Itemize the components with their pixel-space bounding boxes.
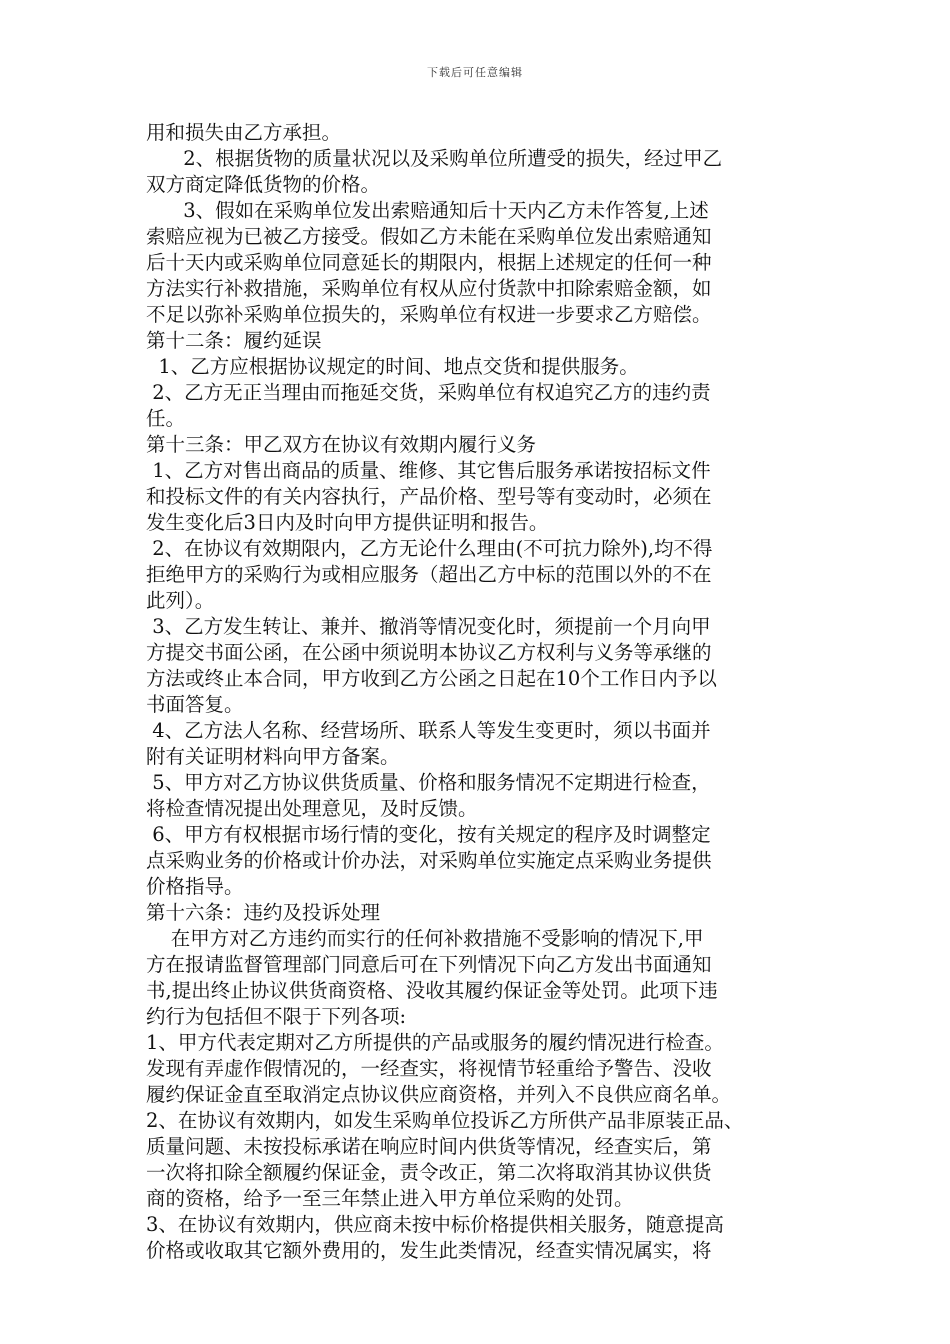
text-line: 索赔应视为已被乙方接受。假如乙方未能在采购单位发出索赔通知 bbox=[146, 225, 712, 248]
text-line: 和投标文件的有关内容执行，产品价格、型号等有变动时，必须在 bbox=[146, 485, 712, 508]
text-line: 1、乙方对售出商品的质量、维修、其它售后服务承诺按招标文件 bbox=[146, 459, 711, 482]
text-line: 4、乙方法人名称、经营场所、联系人等发生变更时，须以书面并 bbox=[146, 719, 711, 742]
text-line: 质量问题、未按投标承诺在响应时间内供货等情况，经查实后，第 bbox=[146, 1135, 712, 1158]
text-line: 2、在协议有效期限内，乙方无论什么理由(不可抗力除外),均不得 bbox=[146, 537, 713, 560]
text-line: 履约保证金直至取消定点协议供应商资格，并列入不良供应商名单。 bbox=[146, 1083, 732, 1106]
text-line: 一次将扣除全额履约保证金，责令改正，第二次将取消其协议供货 bbox=[146, 1161, 712, 1184]
text-line: 后十天内或采购单位同意延长的期限内，根据上述规定的任何一种 bbox=[146, 251, 712, 274]
document-body bbox=[146, 120, 814, 1264]
text-line: 5、甲方对乙方协议供货质量、价格和服务情况不定期进行检查， bbox=[146, 771, 711, 794]
section-heading: 第十六条：违约及投诉处理 bbox=[146, 901, 381, 924]
section-heading: 第十三条：甲乙双方在协议有效期内履行义务 bbox=[146, 433, 537, 456]
text-line: 2、在协议有效期内，如发生采购单位投诉乙方所供产品非原装正品、 bbox=[146, 1109, 744, 1132]
text-line: 1、乙方应根据协议规定的时间、地点交货和提供服务。 bbox=[146, 355, 639, 378]
text-line: 方法实行补救措施，采购单位有权从应付货款中扣除索赔金额，如 bbox=[146, 277, 712, 300]
text-line: 2、根据货物的质量状况以及采购单位所遭受的损失，经过甲乙 bbox=[146, 147, 723, 170]
text-line: 方法或终止本合同，甲方收到乙方公函之日起在10个工作日内予以 bbox=[146, 667, 717, 690]
text-line: 附有关证明材料向甲方备案。 bbox=[146, 745, 400, 768]
text-line: 价格指导。 bbox=[146, 875, 244, 898]
text-line: 2、乙方无正当理由而拖延交货，采购单位有权追究乙方的违约责 bbox=[146, 381, 711, 404]
text-line: 将检查情况提出处理意见，及时反馈。 bbox=[146, 797, 478, 820]
text-line: 任。 bbox=[146, 407, 186, 430]
text-line: 3、乙方发生转让、兼并、撤消等情况变化时，须提前一个月向甲 bbox=[146, 615, 711, 638]
text-line: 价格或收取其它额外费用的，发生此类情况，经查实情况属实，将 bbox=[146, 1239, 712, 1262]
text-line: 1、甲方代表定期对乙方所提供的产品或服务的履约情况进行检查。 bbox=[146, 1031, 724, 1054]
text-line: 方提交书面公函，在公函中须说明本协议乙方权利与义务等承继的 bbox=[146, 641, 712, 664]
text-line: 点采购业务的价格或计价办法，对采购单位实施定点采购业务提供 bbox=[146, 849, 712, 872]
text-line: 此列）。 bbox=[146, 589, 215, 612]
page-header: 下载后可任意编辑 bbox=[427, 66, 523, 79]
section-heading: 第十二条：履约延误 bbox=[146, 329, 322, 352]
text-line: 用和损失由乙方承担。 bbox=[146, 121, 342, 144]
text-line: 约行为包括但不限于下列各项: bbox=[146, 1005, 407, 1028]
text-line: 发生变化后3日内及时向甲方提供证明和报告。 bbox=[146, 511, 549, 534]
text-line: 书面答复。 bbox=[146, 693, 244, 716]
text-line: 拒绝甲方的采购行为或相应服务（超出乙方中标的范围以外的不在 bbox=[146, 563, 712, 586]
text-line: 双方商定降低货物的价格。 bbox=[146, 173, 381, 196]
text-line: 6、甲方有权根据市场行情的变化，按有关规定的程序及时调整定 bbox=[146, 823, 711, 846]
text-line: 方在报请监督管理部门同意后可在下列情况下向乙方发出书面通知 bbox=[146, 953, 712, 976]
text-line: 在甲方对乙方违约而实行的任何补救措施不受影响的情况下,甲 bbox=[146, 927, 704, 950]
text-line: 发现有弄虚作假情况的，一经查实，将视情节轻重给予警告、没收 bbox=[146, 1057, 712, 1080]
text-line: 3、在协议有效期内，供应商未按中标价格提供相关服务，随意提高 bbox=[146, 1213, 724, 1236]
text-line: 不足以弥补采购单位损失的，采购单位有权进一步要求乙方赔偿。 bbox=[146, 303, 712, 326]
text-line: 3、假如在采购单位发出索赔通知后十天内乙方未作答复,上述 bbox=[146, 199, 709, 222]
text-line: 商的资格，给予一至三年禁止进入甲方单位采购的处罚。 bbox=[146, 1187, 634, 1210]
text-line: 书,提出终止协议供货商资格、没收其履约保证金等处罚。此项下违 bbox=[146, 979, 718, 1002]
